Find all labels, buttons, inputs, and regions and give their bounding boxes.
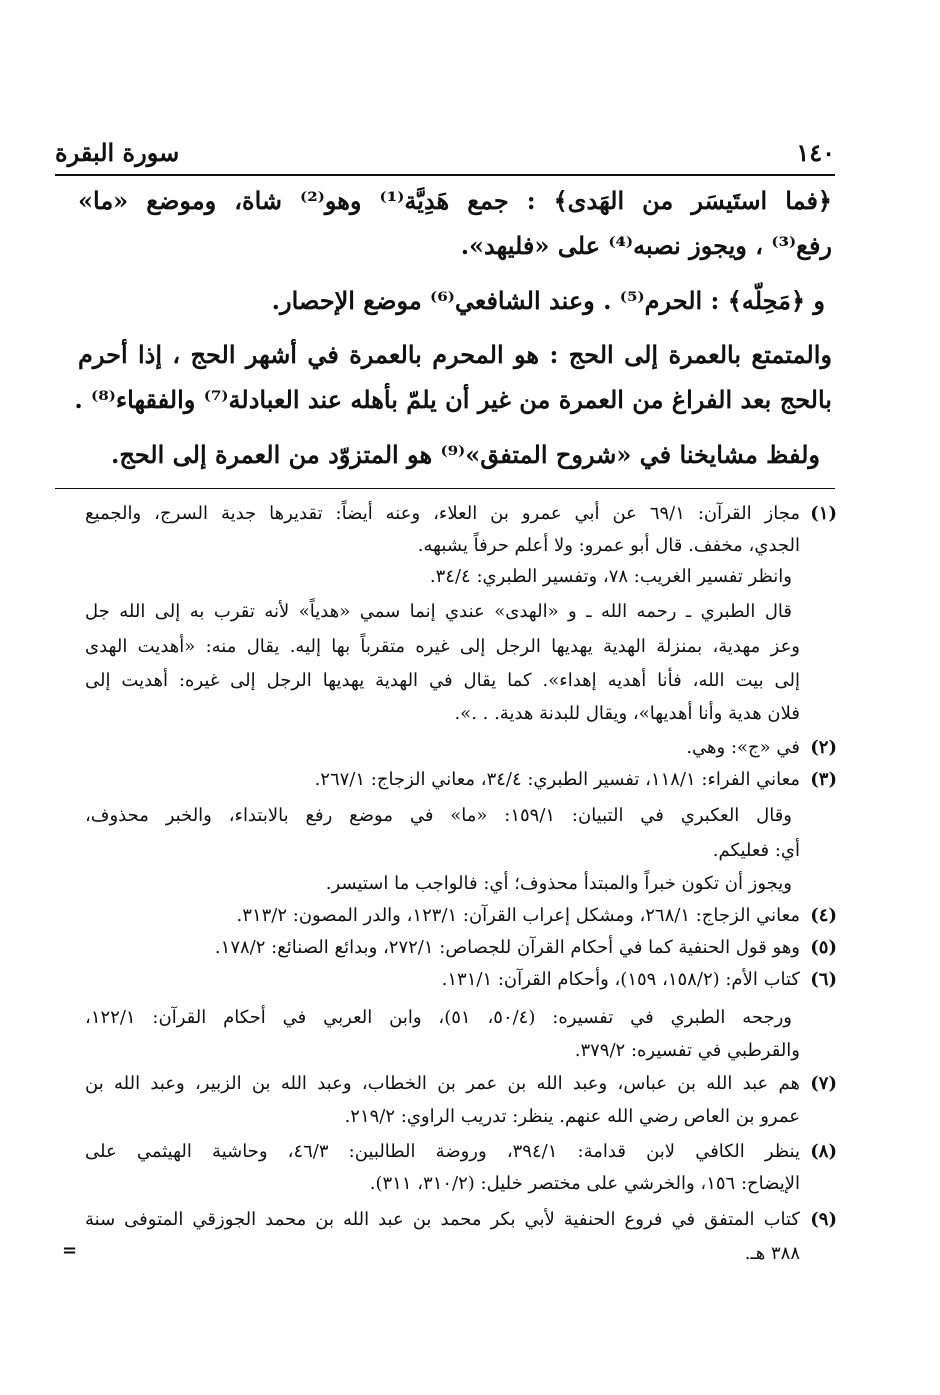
footnote-line: ورجحه الطبري في تفسيره: (٥٠/٤، ٥١)، وابن العربي في أحكام القرآن: ١٢٢/١،: [85, 1007, 792, 1028]
footnote-line: ويجوز أن تكون خبراً والمبتدأ محذوف؛ أي: فالواجب ما استيسر.: [325, 873, 792, 894]
footnote-line: الإيضاح: ١٥٦، والخرشي على مختصر خليل: (٣١٠/٢، ٣١١).: [369, 1173, 800, 1194]
footnote-number-3: (٣): [810, 769, 837, 790]
footnote-line: وهو قول الحنفية كما في أحكام القرآن للجصاص: ٢٧٢/١، وبدائع الصنائع: ١٧٨/٢.: [214, 937, 800, 958]
main-line-3: و ﴿مَحِلّه﴾ : الحرم⁽⁵⁾ . وعند الشافعي⁽⁶⁾ موضع الإحصار.: [271, 286, 825, 315]
footnote-line: فلان هدية وأنا أهديها»، ويقال للبدنة هدية. . .».: [454, 703, 800, 724]
footnote-line: أي: فعليكم.: [712, 840, 800, 861]
running-header: [55, 138, 835, 174]
page-number: ١٤٠: [796, 138, 835, 167]
surah-title: سورة البقرة: [55, 138, 180, 167]
footnote-line: كتاب الأم: (١٥٨/٢، ١٥٩)، وأحكام القرآن: ١٣١/١.: [441, 969, 800, 990]
main-line-5: بالحج بعد الفراغ من العمرة من غير أن يلمّ بأهله عند العبادلة⁽⁷⁾ والفقهاء⁽⁸⁾ .: [74, 385, 832, 414]
footnote-number-9: (٩): [810, 1209, 837, 1230]
footnote-number-5: (٥): [810, 937, 837, 958]
footnote-line: إلى بيت الله، فأنا أهديه إهداء». كما يقال في الهدية يهديها الرجل إلى غيره: أهديت إلى: [85, 670, 800, 691]
footnote-line: معاني الفراء: ١١٨/١، تفسير الطبري: ٣٤/٤، معاني الزجاج: ٢٦٧/١.: [314, 769, 800, 790]
main-line-6: ولفظ مشايخنا في «شروح المتفق»⁽⁹⁾ هو المتزوّد من العمرة إلى الحج.: [110, 440, 820, 469]
header-rule: [55, 174, 835, 176]
footnote-line: والقرطبي في تفسيره: ٣٧٩/٢.: [574, 1040, 800, 1061]
footnote-number-7: (٧): [810, 1073, 837, 1094]
margin-mark: =: [62, 1240, 78, 1261]
footnote-line: وانظر تفسير الغريب: ٧٨، وتفسير الطبري: ٣٤/٤.: [429, 566, 792, 587]
footnote-separator: [55, 488, 835, 489]
main-line-2: رفع⁽³⁾ ، ويجوز نصبه⁽⁴⁾ على «فليهد».: [460, 231, 832, 260]
footnote-line: مجاز القرآن: ٦٩/١ عن أبي عمرو بن العلاء، وعنه أيضاً: تقديرها جدية السرج، والجميع: [85, 503, 801, 524]
footnote-line: الجدي، مخفف. قال أبو عمرو: ولا أعلم حرفاً يشبهه.: [417, 535, 800, 556]
footnote-number-4: (٤): [810, 905, 837, 926]
main-line-4: والمتمتع بالعمرة إلى الحج : هو المحرم بالعمرة في أشهر الحج ، إذا أحرم: [78, 340, 832, 369]
footnote-line: وقال العكبري في التبيان: ١٥٩/١: «ما» في موضع رفع بالابتداء، والخبر محذوف،: [85, 805, 793, 826]
footnote-number-1: (١): [810, 503, 837, 524]
footnote-line: ٣٨٨ هـ.: [744, 1243, 800, 1264]
footnote-line: قال الطبري ـ رحمه الله ـ و «الهدى» عندي إنما سمي «هدياً» لأنه تقرب به إلى الله جل: [85, 601, 792, 622]
footnote-line: ينظر الكافي لابن قدامة: ٣٩٤/١، وروضة الطالبين: ٤٦/٣، وحاشية الهيثمي على: [85, 1141, 800, 1162]
footnote-line: في «ج»: وهي.: [686, 737, 800, 758]
footnote-line: هم عبد الله بن عباس، وعبد الله بن عمر بن الخطاب، وعبد الله بن الزبير، وعبد الله بن: [85, 1073, 800, 1094]
footnote-line: وعز مهدية، بمنزلة الهدية يهديها الرجل إلى غيره متقرباً بها إليه. يقال منه: «أهديت الهدى: [85, 636, 800, 657]
main-line-1: ﴿فما استَيسَر من الهَدى﴾ : جمع هَدِيَّة⁽¹⁾ وهو⁽²⁾ شاة، وموضع «ما»: [78, 186, 832, 215]
footnote-line: كتاب المتفق في فروع الحنفية لأبي بكر محمد بن عبد الله بن محمد الجوزقي المتوفى سنة: [85, 1209, 800, 1230]
footnote-number-8: (٨): [810, 1141, 837, 1162]
footnote-line: عمرو بن العاص رضي الله عنهم. ينظر: تدريب الراوي: ٢١٩/٢.: [344, 1106, 800, 1127]
footnote-number-2: (٢): [810, 737, 837, 758]
footnote-line: معاني الزجاج: ٢٦٨/١، ومشكل إعراب القرآن: ١٢٣/١، والدر المصون: ٣١٣/٢.: [236, 905, 800, 926]
footnote-number-6: (٦): [810, 969, 837, 990]
